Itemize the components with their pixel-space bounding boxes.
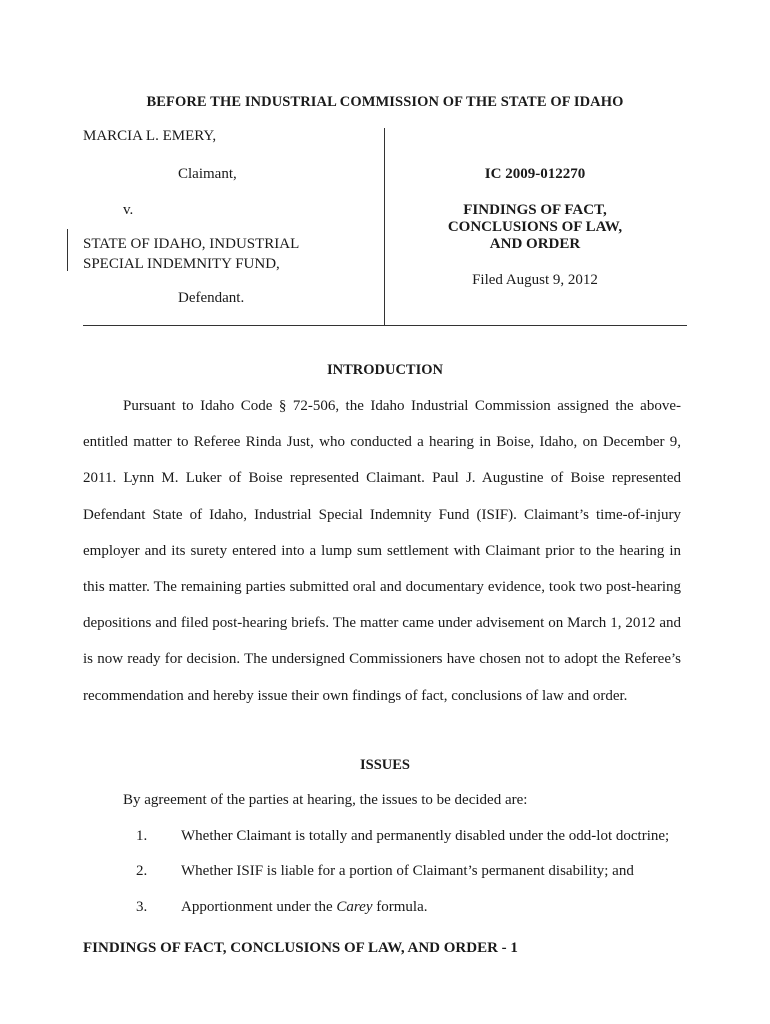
defendant-name-line2: SPECIAL INDEMNITY FUND, [83, 256, 280, 272]
defendant-label: Defendant. [178, 290, 245, 306]
doc-title-line1: FINDINGS OF FACT, [463, 202, 607, 218]
claimant-name: MARCIA L. EMERY, [83, 128, 217, 144]
issues-heading: ISSUES [360, 757, 410, 773]
issues-intro: By agreement of the parties at hearing, the issues to be decided are: [123, 792, 528, 808]
doc-title-line3: AND ORDER [489, 236, 581, 252]
defendant-name-line1: STATE OF IDAHO, INDUSTRIAL [83, 236, 300, 252]
versus-label: v. [123, 202, 134, 218]
issue-number: 1. [136, 828, 148, 844]
caption-divider-horizontal [83, 325, 687, 326]
issue-number: 2. [136, 863, 148, 879]
page-footer: FINDINGS OF FACT, CONCLUSIONS OF LAW, AND ORDER - 1 [83, 940, 518, 956]
issue-text: Whether Claimant is totally and permanently disabled under the odd-lot doctrine; [181, 828, 670, 844]
filed-date: Filed August 9, 2012 [472, 272, 598, 288]
court-title: BEFORE THE INDUSTRIAL COMMISSION OF THE STATE OF IDAHO [146, 94, 624, 110]
issue-text: Whether ISIF is liable for a portion of Claimant’s permanent disability; and [181, 863, 634, 879]
case-number: IC 2009-012270 [484, 166, 586, 182]
margin-revision-bar [67, 229, 68, 271]
introduction-paragraph [83, 388, 681, 714]
caption-divider-vertical [384, 128, 385, 325]
introduction-text: Pursuant to Idaho Code § 72-506, the Idaho Industrial Commission assigned the above-entitled matter to Referee Rinda Just, who conducted a hearing in Boise, Idaho, on December 9, 2011. Lynn M. Luker of Boise represented Claimant. Paul J. Augustine of Boise represented Defendant State of Idaho, Industrial Special Indemnity Fund (ISIF). Claimant’s time-of-injury employer and its surety entered into a lump sum settlement with Claimant prior to the hearing in this matter. The remaining parties submitted oral and documentary evidence, took two post-hearing depositions and filed post-hearing briefs. The matter came under advisement on March 1, 2012 and is now ready for decision. The undersigned Commissioners have chosen not to adopt the Referee’s recommendation and hereby issue their own findings of fact, conclusions of law and order. [83, 398, 681, 704]
doc-title-line2: CONCLUSIONS OF LAW, [447, 219, 623, 235]
issue-number: 3. [136, 899, 148, 915]
issue-text: Apportionment under the Carey formula. [181, 899, 428, 915]
case-name-italic: Carey [336, 899, 373, 915]
introduction-heading: INTRODUCTION [326, 362, 443, 378]
claimant-label: Claimant, [178, 166, 237, 182]
